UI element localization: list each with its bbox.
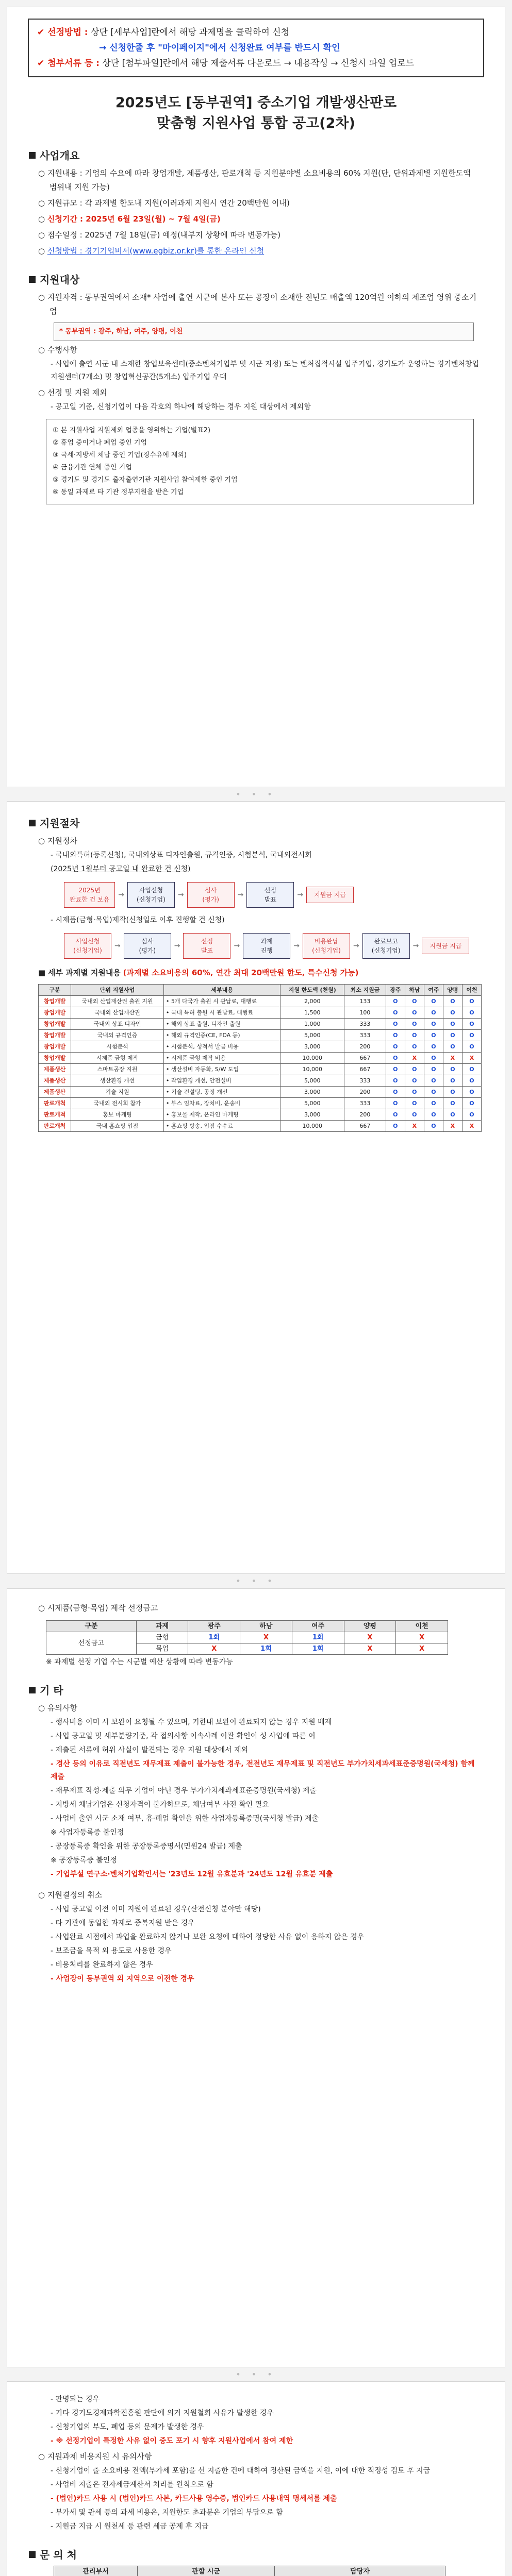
row-value: 1회 <box>188 1632 240 1643</box>
contact-table <box>54 2566 445 2576</box>
etc-list-1 <box>7 1716 505 1881</box>
notice-box: ✔ 선정방법 : 상단 [세부사업]란에서 해당 과제명을 클릭하여 신청 → 신청한줄 후 "마이페이지"에서 신청완료 여부를 반드시 확인 ✔ 첨부서류 등 : 상단 [첨부파일]란에서 해당 제출서류 다운로드 → 내용작성 → 신청시 파일 업로드 <box>28 19 484 77</box>
etc-list-item: ※ 사업자등록증 불인정 <box>51 1828 124 1837</box>
row-availability: X <box>405 1121 424 1132</box>
row-min: 667 <box>344 1064 386 1075</box>
arrow-right-icon: → <box>293 942 300 950</box>
bullet-square-icon <box>29 820 36 826</box>
row-description: • 시험분석, 성적서 발급 비용 <box>163 1041 280 1053</box>
table-header-cell: 양평 <box>443 985 462 996</box>
row-availability: O <box>443 1030 462 1041</box>
row-availability: O <box>386 1098 405 1109</box>
row-limit: 10,000 <box>280 1064 344 1075</box>
row-min: 200 <box>344 1041 386 1053</box>
etc-list-item: - 제출된 서류에 허위 사실이 발견되는 경우 지원 대상에서 제외 <box>51 1746 249 1754</box>
section-heading-target: 지원대상 <box>29 272 505 286</box>
row-availability: O <box>462 1019 481 1030</box>
row-program-name: 국내 홈쇼핑 입점 <box>71 1121 164 1132</box>
table-header-cell: 관리부서 <box>54 2566 138 2576</box>
row-availability: O <box>386 1087 405 1098</box>
overview-item[interactable]: ○ 신청방법 : 경기기업비서(www.egbiz.or.kr)를 통한 온라인 신청 <box>38 246 265 256</box>
page4-list-item: - 신청기업의 부도, 폐업 등의 문제가 발생한 경우 <box>51 2423 204 2431</box>
row-availability: O <box>443 1098 462 1109</box>
row-limit: 5,000 <box>280 1075 344 1087</box>
etc-sub: ○ 지원결정의 취소 <box>38 1890 103 1900</box>
table-row <box>39 1007 482 1019</box>
etc-list-item: - 경산 등의 이유로 직전년도 재무제표 제출이 불가능한 경우, 전전년도 재무제표 및 직전년도 부가가치세과세표준증명원(국세청) 함께 제출 <box>51 1760 475 1781</box>
etc-sub: ○ 유의사항 <box>38 1703 77 1713</box>
bullet-square-icon <box>29 152 36 159</box>
etc-list-item: - 공장등록증 확인을 위한 공장등록증명서(민원24 발급) 제출 <box>51 1842 242 1851</box>
row-availability: O <box>462 1075 481 1087</box>
row-availability: O <box>386 996 405 1007</box>
bullet-square-icon <box>29 1687 36 1693</box>
etc-list-2 <box>7 1903 505 1986</box>
row-availability: O <box>424 1064 443 1075</box>
selection-table-wrap <box>46 1620 505 1655</box>
procedure-text: - 국내외특허(등록신청), 국내외상표 디자인출원, 규격인증, 시험분석, 국내외전시회 <box>51 851 312 859</box>
row-availability: O <box>462 1041 481 1053</box>
row-min: 667 <box>344 1121 386 1132</box>
etc-list-item: - 사업비 출연 시군 소재 여부, 휴·폐업 확인을 위한 사업자등록증명(국세청 발급) 제출 <box>51 1815 319 1823</box>
row-availability: O <box>424 1041 443 1053</box>
overview-item: ○ 지원규모 : 각 과제별 한도내 지원(이러과제 지원시 연간 20백만원 이내) <box>38 198 290 208</box>
row-program-name: 홍보 마케팅 <box>71 1109 164 1121</box>
table-row <box>39 1064 482 1075</box>
row-category: 판로개척 <box>39 1098 71 1109</box>
table-row <box>46 1632 448 1643</box>
row-availability: O <box>386 1109 405 1121</box>
etc-list-item: - 사업완료 시점에서 과업을 완료하지 않거나 보완 요청에 대하여 정당한 사유 없이 응하지 않은 경우 <box>51 1933 365 1941</box>
row-availability: O <box>405 1075 424 1087</box>
row-availability: O <box>405 1007 424 1019</box>
row-description: • 생산설비 자동화, S/W 도입 <box>163 1064 280 1075</box>
etc-list-item: - 기업부설 연구소·벤처기업확인서는 '23년도 12월 유효분과 '24년도 12월 유효분 제출 <box>51 1870 333 1878</box>
row-availability: X <box>462 1053 481 1064</box>
row-availability: O <box>443 996 462 1007</box>
section-heading-overview: 사업개요 <box>29 147 505 162</box>
row-value: X <box>240 1632 292 1643</box>
row-limit: 3,000 <box>280 1041 344 1053</box>
row-availability: O <box>386 1053 405 1064</box>
etc-list-item: - 지방세 체납기업은 신청자격이 불가하므로, 체납여부 사전 확인 필요 <box>51 1801 269 1809</box>
document-sheet-1: ✔ 선정방법 : 상단 [세부사업]란에서 해당 과제명을 클릭하여 신청 → 신청한줄 후 "마이페이지"에서 신청완료 여부를 반드시 확인 ✔ 첨부서류 등 : 상단 [첨부파일]란에서 해당 제출서류 다운로드 → 내용작성 → 신청시 파일 업로드 2025년도 [동부권역] 중소기업 개발생산판로 맞춤형 지원사업 통합 공고(2차) 사업개요 ○ 지원내용 : 기업의 수요에 따라 창업개발, 제품생산, 판로개척 등 지원분야별 소요비용의 60% 지원(단, 단위과제별 지원한도액 범위내 지원 가능) ○ 지원규모 : 각 과제별 한도내 지원(이러과제 지원시 연간 20백만원 이내) ○ 신청기간 : 2025년 6월 23일(월) ~ 7월 4일(금) ○ 접수일정 : 2025년 7월 18일(금) 예정(내부지 상황에 따라 변동가능) ○ 신청방법 : 경기기업비서(www.egbiz.or.kr)를 통한 온라인 신청 지원대상 ○ 지원자격 : 동부권역에서 소재* 사업에 출연 시군에 본사 또는 공장이 소재한 전년도 매출액 120억원 이하의 제조업 영위 중소기업 * 동부권역 : 광주, 하남, 여주, 양평, 이천 ○ 수행사항 - 사업에 출연 시군 내 소재한 창업보육센터(중소벤처기업부 및 시군 지정) 또는 벤처집적시설 입주기업, 경기도가 운영하는 경기벤처창업지원센터(7개소) 및 창업혁신공간(5개소) 입주기업 우대 ○ 선정 및 지원 제외 - 공고일 기준, 신청기업이 다음 각호의 하나에 해당하는 경우 지원 대상에서 제외함 ① 본 지원사업 지원제외 업종을 영위하는 기업(별표2) ② 휴업 중이거나 폐업 중인 기업 ③ 국세·지방세 체납 중인 기업(징수유예 제외) ④ 금융기관 연체 중인 기업 ⑤ 경기도 및 경기도 출자출연기관 지원사업 참여제한 중인 기업 ⑥ 동일 과제로 타 기관 정부지원을 받은 기업 • • • <box>7 7 505 787</box>
page4-list-item: - 사업비 지출은 전자세금계산서 처리를 원칙으로 함 <box>51 2481 213 2489</box>
selection-table <box>46 1620 448 1655</box>
row-value: X <box>344 1632 396 1643</box>
row-description: • 기술 컨설팅, 공정 개선 <box>163 1087 280 1098</box>
target-item: ○ 지원자격 : 동부권역에서 소재* 사업에 출연 시군에 본사 또는 공장이 소재한 전년도 매출액 120억원 이하의 제조업 영위 중소기업 <box>38 293 477 316</box>
table-header-cell: 여주 <box>424 985 443 996</box>
row-category: 창업개발 <box>39 1053 71 1064</box>
table-header-cell: 과제 <box>136 1621 188 1632</box>
row-availability: O <box>424 1053 443 1064</box>
row-program-name: 국내외 전시회 참가 <box>71 1098 164 1109</box>
etc-list-item: - 행사비용 이미 시 보완이 요청될 수 있으며, 기한내 보완이 완료되지 않는 경우 지원 배제 <box>51 1718 332 1726</box>
row-min: 133 <box>344 996 386 1007</box>
table-row <box>39 1098 482 1109</box>
row-name: 목업 <box>136 1643 188 1655</box>
row-availability: O <box>462 1109 481 1121</box>
target-sub: - 공고일 기준, 신청기업이 다음 각호의 하나에 해당하는 경우 지원 대상에서 제외함 <box>51 403 311 411</box>
page4-list-item: - 신청기업이 출 소요비용 전액(부가세 포함)을 선 지출한 건에 대하여 정산된 금액을 지원, 이에 대한 적정성 검토 후 지급 <box>51 2467 431 2475</box>
arrow-right-icon: → <box>118 891 124 899</box>
row-limit: 1,500 <box>280 1007 344 1019</box>
row-availability: O <box>405 1041 424 1053</box>
page4-list-item: - 지원금 지급 시 원천세 등 관련 세금 공제 후 지급 <box>51 2522 209 2531</box>
row-availability: O <box>424 1087 443 1098</box>
row-description: • 국내 특허 출원 시 관납료, 대행료 <box>163 1007 280 1019</box>
page4-list-item: - ※ 선정기업이 특정한 사유 없이 중도 포기 시 향후 지원사업에서 참여 제한 <box>51 2437 293 2445</box>
row-category: 판로개척 <box>39 1121 71 1132</box>
row-availability: O <box>443 1007 462 1019</box>
table-header-cell: 양평 <box>344 1621 396 1632</box>
row-availability: O <box>443 1109 462 1121</box>
row-availability: X <box>462 1121 481 1132</box>
arrow-right-icon: → <box>412 942 419 950</box>
row-value: X <box>396 1632 448 1643</box>
row-description: • 해외 상표 출원, 디자인 출원 <box>163 1019 280 1030</box>
notice-label-1: 선정방법 : <box>47 27 88 38</box>
row-availability: O <box>462 996 481 1007</box>
arrow-right-icon: → <box>234 942 240 950</box>
section-heading-etc: 기 타 <box>29 1682 505 1697</box>
row-limit: 10,000 <box>280 1053 344 1064</box>
row-availability: O <box>424 1098 443 1109</box>
row-value: X <box>344 1643 396 1655</box>
row-availability: X <box>443 1053 462 1064</box>
row-availability: O <box>462 1064 481 1075</box>
table-header-cell: 하남 <box>405 985 424 996</box>
arrow-right-icon: → <box>174 942 180 950</box>
row-program-name: 국내외 산업재산권 출원 지원 <box>71 996 164 1007</box>
row-availability: O <box>386 1030 405 1041</box>
row-availability: X <box>405 1053 424 1064</box>
procedure-sub: ○ 지원정차 <box>38 836 77 845</box>
page4-list-item: - 부가세 및 관세 등의 과세 비용은, 지원한도 초과분은 기업의 부담으로 함 <box>51 2509 283 2517</box>
overview-item: ○ 접수일정 : 2025년 7월 18일(금) 예정(내부지 상황에 따라 변동가능) <box>38 230 281 240</box>
row-availability: O <box>424 1007 443 1019</box>
row-min: 200 <box>344 1109 386 1121</box>
flow-step: 비용완납 (신청기업) <box>303 933 350 959</box>
flow-step: 심사 (평가) <box>124 933 171 959</box>
bullet-square-icon <box>29 2551 36 2558</box>
table-header-cell: 세부내용 <box>163 985 280 996</box>
row-availability: X <box>443 1121 462 1132</box>
table-header-cell: 관할 시군 <box>138 2566 275 2576</box>
flow-step: 선정 발표 <box>183 933 230 959</box>
row-availability: O <box>443 1019 462 1030</box>
row-description: • 홍보물 제작, 온라인 마케팅 <box>163 1109 280 1121</box>
table-row <box>39 1109 482 1121</box>
notice-text-3: 상단 [첨부파일]란에서 해당 제출서류 다운로드 → 내용작성 → 신청시 파일 업로드 <box>102 58 415 69</box>
row-min: 333 <box>344 1030 386 1041</box>
etc-list-item: - 보조금을 목적 외 용도로 사용한 경우 <box>51 1947 172 1955</box>
row-value: 1회 <box>292 1632 344 1643</box>
row-availability: O <box>424 1109 443 1121</box>
table-header-cell: 이천 <box>462 985 481 996</box>
flow-step: 2025년 완료한 건 보유 <box>64 882 115 908</box>
etc-list-item: - 비용처리를 완료하지 않은 경우 <box>51 1961 153 1969</box>
page-title <box>7 93 505 134</box>
row-min: 333 <box>344 1075 386 1087</box>
row-limit: 3,000 <box>280 1087 344 1098</box>
target-sub: - 사업에 출연 시군 내 소재한 창업보육센터(중소벤처기업부 및 시군 지정) 또는 벤처집적시설 입주기업, 경기도가 운영하는 경기벤처창업지원센터(7개소) 및 창업혁신공간(5개소) 입주기업 우대 <box>51 360 480 381</box>
etc-list-item: - 타 기관에 동일한 과제로 중복지원 받은 경우 <box>51 1919 195 1927</box>
notice-text-1: 상단 [세부사업]란에서 해당 과제명을 클릭하여 신청 <box>90 27 290 38</box>
title-line-1: 2025년도 [동부권역] 중소기업 개발생산판로 <box>115 95 397 111</box>
row-category: 창업개발 <box>39 1030 71 1041</box>
row-availability: O <box>386 1121 405 1132</box>
support-table <box>38 984 482 1132</box>
row-description: • 해외 규격인증(CE, FDA 등) <box>163 1030 280 1041</box>
row-value: 1회 <box>240 1643 292 1655</box>
row-description: • 홈쇼핑 방송, 입점 수수료 <box>163 1121 280 1132</box>
overview-item: ○ 신청기간 : 2025년 6월 23일(월) ~ 7월 4일(금) <box>38 214 221 224</box>
table-row <box>39 1053 482 1064</box>
table-row <box>39 1075 482 1087</box>
row-availability: O <box>386 1019 405 1030</box>
row-availability: O <box>386 1075 405 1087</box>
page4-list-item: - (법인)카드 사용 시 (법인)카드 사본, 카드사용 영수증, 법인카드 사용내역 명세서를 제출 <box>51 2495 337 2503</box>
row-availability: O <box>405 1019 424 1030</box>
exclusion-box: ① 본 지원사업 지원제외 업종을 영위하는 기업(별표2) ② 휴업 중이거나 폐업 중인 기업 ③ 국세·지방세 체납 중인 기업(징수유예 제외) ④ 금융기관 연체 중인 기업 ⑤ 경기도 및 경기도 출자출연기관 지원사업 참여제한 중인 기업 ⑥ 동일 과제로 타 기관 정부지원을 받은 기업 <box>46 419 474 504</box>
row-min: 333 <box>344 1019 386 1030</box>
row-availability: O <box>462 1087 481 1098</box>
row-category: 제품생산 <box>39 1064 71 1075</box>
row-description: • 작업환경 개선, 안전설비 <box>163 1075 280 1087</box>
table-header-cell: 이천 <box>396 1621 448 1632</box>
row-value: 1회 <box>292 1643 344 1655</box>
table-row <box>39 1030 482 1041</box>
notice-label-3: 첨부서류 등 : <box>47 58 100 69</box>
row-description: • 시제품 금형 제작 비용 <box>163 1053 280 1064</box>
table-header-cell: 최소 지원금 <box>344 985 386 996</box>
row-category: 창업개발 <box>39 996 71 1007</box>
row-availability: O <box>443 1075 462 1087</box>
page4-list <box>7 2393 505 2533</box>
table-header-cell: 단위 지원사업 <box>71 985 164 996</box>
flow-step: 사업신청 (신청기업) <box>127 882 175 908</box>
document-sheet-2: 지원절차 ○ 지원정차 - 국내외특허(등록신청), 국내외상표 디자인출원, 규격인증, 시험분석, 국내외전시회 (2025년 1월부터 공고일 내 완료한 건 신청) 2025년 완료한 건 보유 → 사업신청 (신청기업) → 심사 (평가) → 선정 발표 → 지원금 지급 - 시제품(금형·목업)제작(신청일로 이후 진행할 건 신청) 사업신청 (신청기업) → 심사 (평가) → 선정 발표 → 과제 진행 → 비용완납 (신청기업) → 완료보고 (신청기업) → 지원금 지급 ■ 세부 과제별 지원내용 (과제별 소요비용의 60%, 연간 최대 20백만원 한도, 특수신청 가능) 구분 단위 지원사업 세부내용 지원 한도액 (천원) 최소 지원금 광주 하남 여주 양평 이천 창업개발 국내외 산업재산권 출원 지원 • 5개 다국가 출원 시 관납료, 대행료 2,000 133 O O O O O 창업개발 국내외 산업재산권 • 국내 특허 출원 시 관납료, 대행료 1,500 100 O O O O O 창업개발 국내외 상표 디자인 • 해외 상표 출원, 디자인 출원 1,000 333 O O O O O 창업개발 국내외 규격인증 • 해외 규격인증(CE, FDA 등) 5,000 333 O O O O O 창업개발 시험분석 • 시험분석, 성적서 발급 비용 3,000 200 O O O O O 창업개발 시제품 금형 제작 • 시제품 금형 제작 비용 10,000 667 O X O X X 제품생산 스마트공장 지원 • 생산설비 자동화, S/W 도입 10,000 667 O O O O O 제품생산 생산환경 개선 • 작업환경 개선, 안전설비 5,000 333 O O O O O 제품생산 기술 지원 • 기술 컨설팅, 공정 개선 3,000 200 O O O O O 판로개척 국내외 전시회 참가 • 부스 임차료, 장치비, 운송비 5,000 333 O O O O O 판로개척 홍보 마케팅 • 홍보물 제작, 온라인 마케팅 3,000 200 O O O O O 판로개척 국내 홈쇼핑 입점 • 홈쇼핑 방송, 입점 수수료 10,000 667 O X O X X • • • <box>7 801 505 1574</box>
row-category: 창업개발 <box>39 1041 71 1053</box>
row-availability: O <box>405 1098 424 1109</box>
row-availability: O <box>405 1087 424 1098</box>
row-program-name: 기술 지원 <box>71 1087 164 1098</box>
page4-list-item: - 기타 경기도경제과학진흥원 판단에 의거 지원철회 사유가 발생한 경우 <box>51 2409 274 2417</box>
row-availability: O <box>405 1030 424 1041</box>
row-program-name: 국내외 상표 디자인 <box>71 1019 164 1030</box>
row-availability: O <box>386 1041 405 1053</box>
row-availability: O <box>405 996 424 1007</box>
row-program-name: 국내외 산업재산권 <box>71 1007 164 1019</box>
overview-item: ○ 지원내용 : 기업의 수요에 따라 창업개발, 제품생산, 판로개척 등 지원분야별 소요비용의 60% 지원(단, 단위과제별 지원한도액 범위내 지원 가능) <box>38 168 471 192</box>
selection-note: ※ 과제별 선정 기업 수는 시군별 예산 상황에 따라 변동가능 <box>46 1658 233 1666</box>
row-availability: O <box>462 1007 481 1019</box>
row-limit: 3,000 <box>280 1109 344 1121</box>
row-availability: O <box>424 996 443 1007</box>
row-availability: O <box>443 1064 462 1075</box>
row-availability: O <box>405 1064 424 1075</box>
table-row <box>39 1121 482 1132</box>
table-header-cell: 광주 <box>386 985 405 996</box>
target-item: ○ 선정 및 지원 제외 <box>38 388 107 397</box>
table-header-cell: 여주 <box>292 1621 344 1632</box>
table-row <box>39 1019 482 1030</box>
table-header-cell: 지원 한도액 (천원) <box>280 985 344 996</box>
support-table-wrap <box>38 984 484 1132</box>
row-min: 667 <box>344 1053 386 1064</box>
flow-step: 심사 (평가) <box>187 882 235 908</box>
flow-step: 선정 발표 <box>246 882 294 908</box>
row-value: X <box>188 1643 240 1655</box>
row-availability: O <box>424 1030 443 1041</box>
document-sheet-3: ○ 시제품(금형·목업) 제작 선정금고 구분 과제 광주 하남 여주 양평 이천 선정금고 금형 1회 X 1회 X X 목업 X 1회 1회 X X ※ 과제별 선정 기업 수는 시군별 예산 상황에 따라 변동가능 기 타 ○ 유의사항 - 행사비용 이미 시 보완이 요청될 수 있으며, 기한내 보완이 완료되지 않는 경우 지원 배제 - 사업 공고일 및 세부분량기준, 각 접의사항 이속사례 이관 확인이 성 사업에 따른 여 - 제출된 서류에 허위 사실이 발견되는 경우 지원 대상에서 제외 - 경산 등의 이유로 직전년도 재무제표 제출이 불가능한 경우, 전전년도 재무제표 및 직전년도 부가가치세과세표준증명원(국세청) 함께 제출 - 재무제표 작성·제출 의무 기업이 아닌 경우 부가가치세과세표준증명원(국세청) 제출 - 지방세 체납기업은 신청자격이 불가하므로, 체납여부 사전 확인 필요 - 사업비 출연 시군 소재 여부, 휴·폐업 확인을 위한 사업자등록증명(국세청 발급) 제출 ※ 사업자등록증 불인정 - 공장등록증 확인을 위한 공장등록증명서(민원24 발급) 제출 ※ 공장등록증 불인정 - 기업부설 연구소·벤처기업확인서는 '23년도 12월 유효분과 '24년도 12월 유효분 제출 ○ 지원결정의 취소 - 사업 공고일 이전 이미 지원이 완료된 경우(산전신청 분야만 해당) - 타 기관에 동일한 과제로 중복지원 받은 경우 - 사업완료 시점에서 과업을 완료하지 않거나 보완 요청에 대하여 정당한 사유 없이 응하지 않은 경우 - 보조금을 목적 외 용도로 사용한 경우 - 비용처리를 완료하지 않은 경우 - 사업장이 동부권역 외 지역으로 이전한 경우 • • • <box>7 1588 505 2367</box>
table-header-cell: 하남 <box>240 1621 292 1632</box>
row-category: 제품생산 <box>39 1075 71 1087</box>
table-row <box>39 1041 482 1053</box>
row-description: • 5개 다국가 출원 시 관납료, 대행료 <box>163 996 280 1007</box>
title-line-2: 맞춤형 지원사업 통합 공고(2차) <box>157 115 355 131</box>
flow-step: 완료보고 (신청기업) <box>362 933 410 959</box>
row-availability: O <box>462 1030 481 1041</box>
bullet-square-icon <box>29 276 36 283</box>
arrow-right-icon: → <box>353 942 359 950</box>
row-min: 200 <box>344 1087 386 1098</box>
table-row <box>39 996 482 1007</box>
row-min: 333 <box>344 1098 386 1109</box>
row-availability: O <box>405 1109 424 1121</box>
row-limit: 5,000 <box>280 1098 344 1109</box>
row-program-name: 국내외 규격인증 <box>71 1030 164 1041</box>
procedure-note: (2025년 1월부터 공고일 내 완료한 건 신청) <box>51 865 191 873</box>
row-availability: O <box>424 1121 443 1132</box>
etc-list-item: - 사업 공고일 및 세부분량기준, 각 접의사항 이속사례 이관 확인이 성 사업에 따른 여 <box>51 1732 316 1740</box>
row-category: 창업개발 <box>39 1007 71 1019</box>
procedure-text: - 시제품(금형·목업)제작(신청일로 이후 진행할 건 신청) <box>51 916 225 924</box>
row-availability: O <box>424 1075 443 1087</box>
section-heading-contact: 문 의 처 <box>29 2547 505 2562</box>
row-limit: 5,000 <box>280 1030 344 1041</box>
row-category: 제품생산 <box>39 1087 71 1098</box>
row-category: 판로개척 <box>39 1109 71 1121</box>
table-header-cell: 구분 <box>46 1621 137 1632</box>
arrow-right-icon: → <box>237 891 244 899</box>
document-sheet-4 <box>7 2381 505 2576</box>
page4-list-item: - 판명되는 경우 <box>51 2395 100 2403</box>
flow-step: 지원금 지급 <box>422 938 469 954</box>
row-program-name: 시험분석 <box>71 1041 164 1053</box>
row-min: 100 <box>344 1007 386 1019</box>
procedure-flow-1 <box>64 882 505 908</box>
contact-table-wrap <box>54 2566 505 2576</box>
row-program-name: 스마트공장 지원 <box>71 1064 164 1075</box>
table-row <box>39 1087 482 1098</box>
etc-list-item: - 사업장이 동부권역 외 지역으로 이전한 경우 <box>51 1975 194 1983</box>
etc-list-item: ※ 공장등록증 불인정 <box>51 1856 117 1865</box>
procedure-flow-2 <box>64 933 505 959</box>
row-availability: O <box>424 1019 443 1030</box>
row-limit: 10,000 <box>280 1121 344 1132</box>
row-availability: O <box>386 1007 405 1019</box>
row-label: 선정금고 <box>46 1632 137 1655</box>
selection-heading: ○ 시제품(금형·목업) 제작 선정금고 <box>38 1603 158 1613</box>
flow-step: 사업신청 (신청기업) <box>64 933 111 959</box>
notice-text-2: → 신청한줄 후 "마이페이지"에서 신청완료 여부를 반드시 확인 <box>99 43 340 53</box>
table-header-cell: 광주 <box>188 1621 240 1632</box>
etc-list-item: - 재무제표 작성·제출 의무 기업이 아닌 경우 부가가치세과세표준증명원(국세청) 제출 <box>51 1787 317 1795</box>
row-program-name: 시제품 금형 제작 <box>71 1053 164 1064</box>
table-header-cell: 담당자 <box>275 2566 445 2576</box>
row-program-name: 생산환경 개선 <box>71 1075 164 1087</box>
row-description: • 부스 임차료, 장치비, 운송비 <box>163 1098 280 1109</box>
table-heading: ■ 세부 과제별 지원내용 (과제별 소요비용의 60%, 연간 최대 20백만원 한도, 특수신청 가능) <box>38 968 359 977</box>
row-availability: O <box>386 1064 405 1075</box>
target-item: ○ 수행사항 <box>38 345 77 354</box>
arrow-right-icon: → <box>297 891 304 899</box>
table-header-cell: 구분 <box>39 985 71 996</box>
row-limit: 1,000 <box>280 1019 344 1030</box>
target-region-box: * 동부권역 : 광주, 하남, 여주, 양평, 이천 <box>54 323 474 341</box>
row-availability: O <box>443 1041 462 1053</box>
row-value: X <box>396 1643 448 1655</box>
flow-step: 지원금 지급 <box>306 887 354 903</box>
page4-list-item: ○ 지원과제 비용지원 시 유의사항 <box>38 2452 152 2461</box>
arrow-right-icon: → <box>177 891 184 899</box>
section-heading-procedure: 지원절차 <box>29 815 505 830</box>
row-name: 금형 <box>136 1632 188 1643</box>
etc-list-item: - 사업 공고일 이전 이미 지원이 완료된 경우(산전신청 분야만 해당) <box>51 1905 261 1913</box>
row-availability: O <box>443 1087 462 1098</box>
row-limit: 2,000 <box>280 996 344 1007</box>
arrow-right-icon: → <box>114 942 121 950</box>
row-category: 창업개발 <box>39 1019 71 1030</box>
row-availability: O <box>462 1098 481 1109</box>
flow-step: 과제 진행 <box>243 933 290 959</box>
